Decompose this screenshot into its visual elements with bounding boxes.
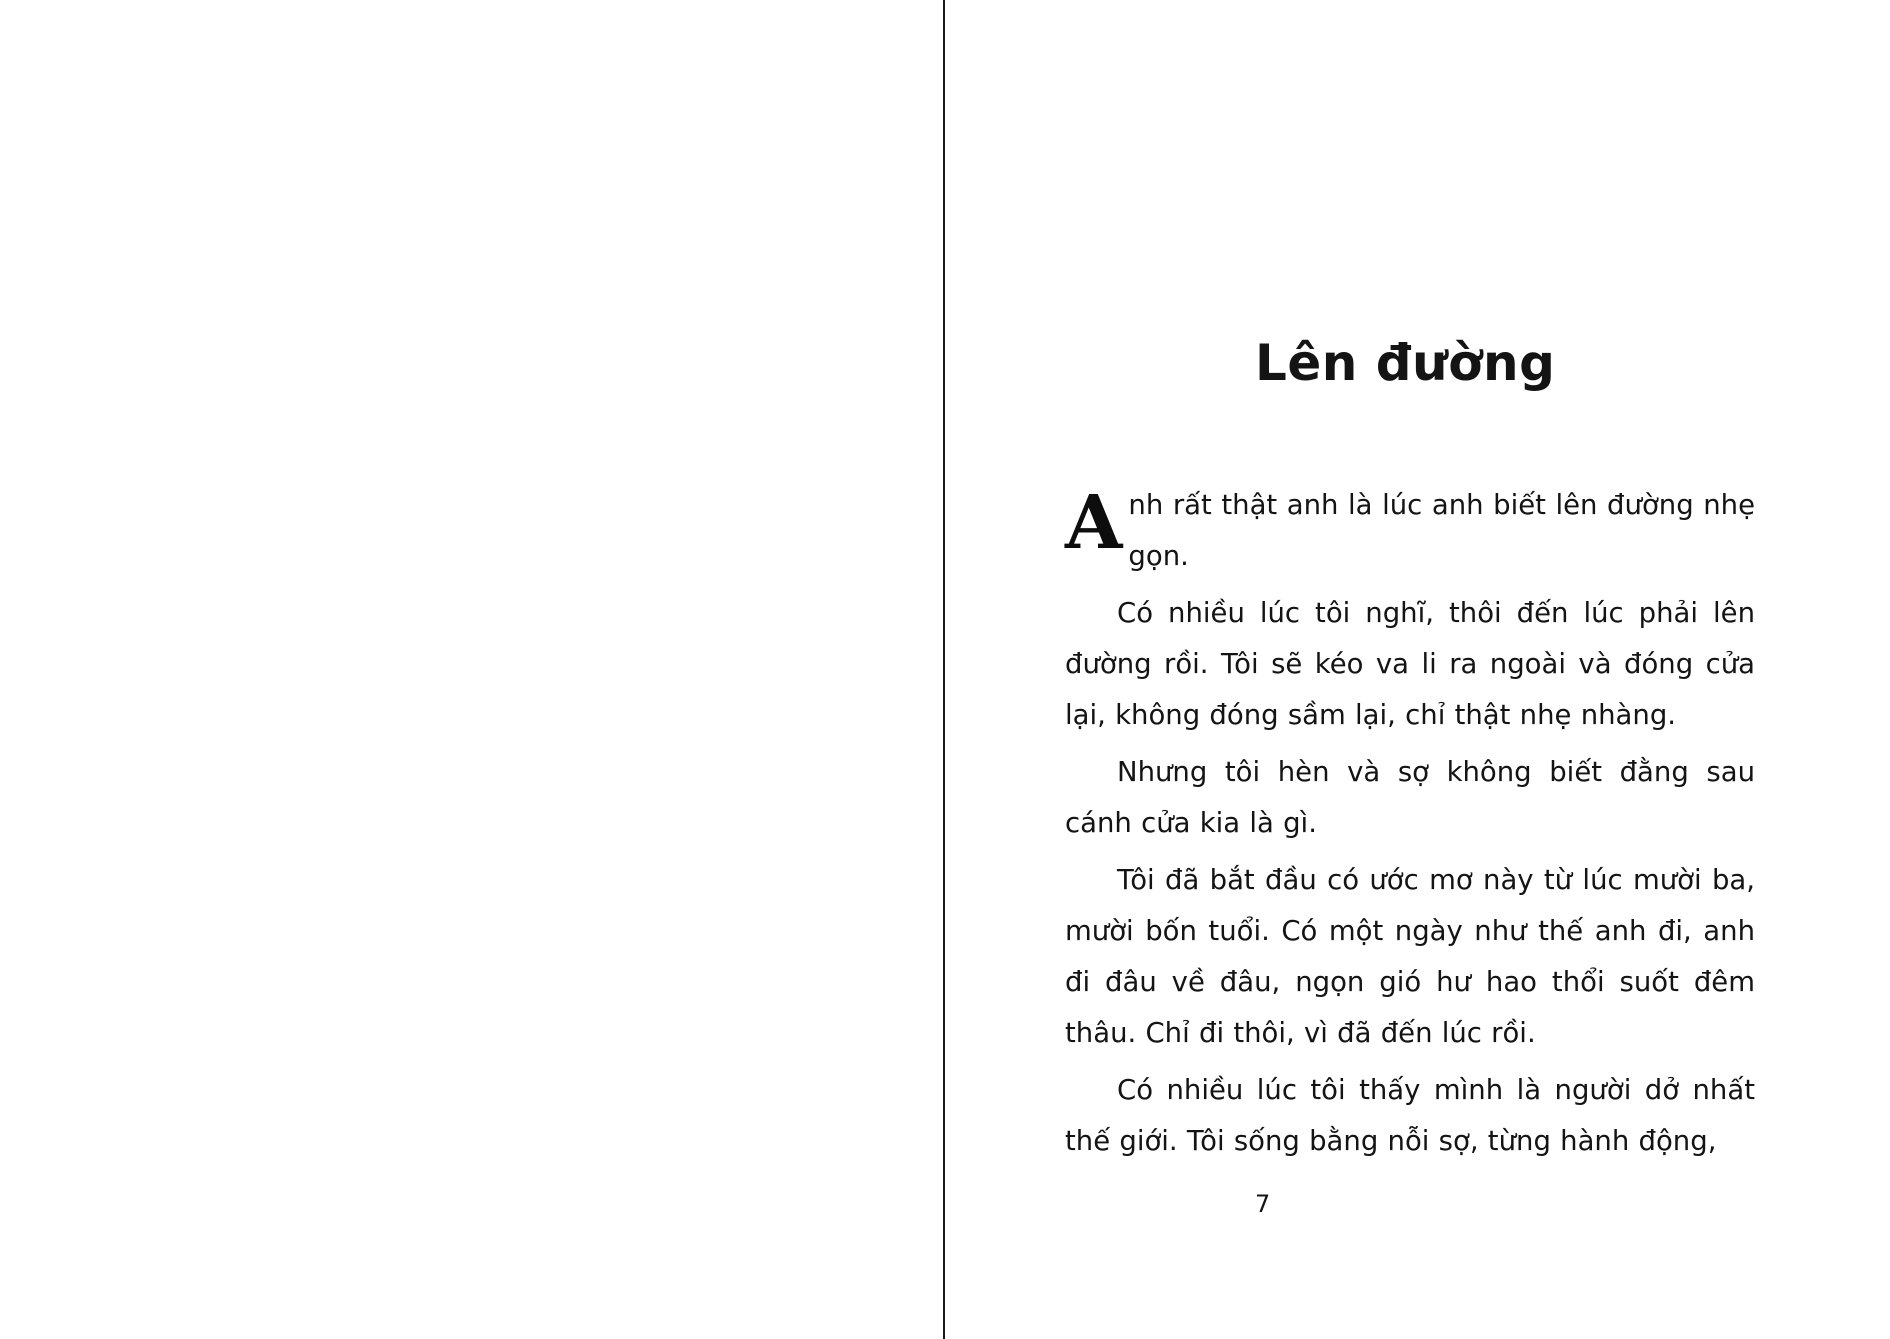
paragraph-2: Có nhiều lúc tôi nghĩ, thôi đến lúc phải lên đường rồi. Tôi sẽ kéo va li ra ngoài và đóng cửa lại, không đóng sầm lại, chỉ thật nhẹ nhàng.: [1065, 597, 1755, 731]
paragraph-4: Tôi đã bắt đầu có ước mơ này từ lúc mười ba, mười bốn tuổi. Có một ngày như thế anh đi, anh đi đâu về đâu, ngọn gió hư hao thổi suốt đêm thâu. Chỉ đi thôi, vì đã đến lúc rồi.: [1065, 864, 1755, 1049]
paragraph-1: [1065, 480, 1755, 582]
chapter-title: Lên đường: [1255, 333, 1556, 392]
right-page: [945, 0, 1890, 1339]
page-number: 7: [1255, 1190, 1271, 1218]
paragraph-3: Nhưng tôi hèn và sợ không biết đằng sau cánh cửa kia là gì.: [1065, 756, 1755, 839]
right-page-text-block: [1065, 0, 1755, 1339]
paragraph-5: Có nhiều lúc tôi thấy mình là người dở nhất thế giới. Tôi sống bằng nỗi sợ, từng hành động,: [1065, 1074, 1755, 1157]
body-text: [1065, 480, 1755, 1173]
paragraph-1-text: nh rất thật anh là lúc anh biết lên đường nhẹ gọn.: [1128, 489, 1755, 572]
drop-cap: A: [1065, 480, 1123, 566]
